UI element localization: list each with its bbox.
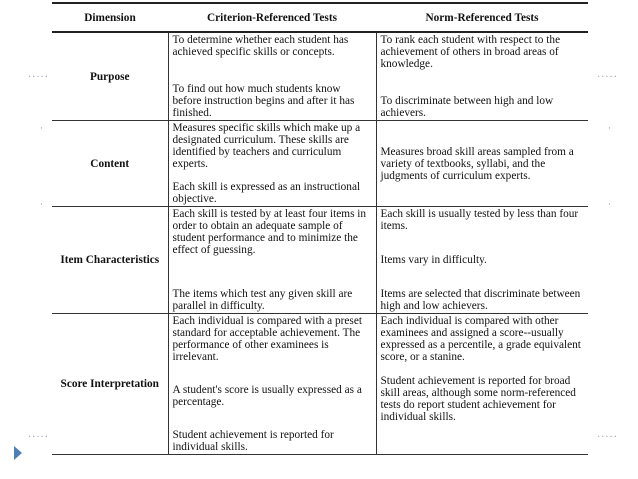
cell-text: Each skill is usually tested by less than four items.	[380, 208, 579, 232]
right-bullet-1: ·	[608, 124, 611, 134]
table-row	[52, 207, 588, 314]
cell-text: Items are selected that discriminate between high and low achievers.	[380, 288, 581, 312]
cell-text: Each individual is compared with a preset standard for acceptable achievement. The performance of other examinees is irrelevant.	[172, 315, 362, 363]
table-row	[52, 121, 588, 207]
cell-text: Each individual is compared with other examinees and assigned a score--usually expressed as a percentile, a grade equivalent score, or a stanine.	[380, 315, 581, 363]
right-dots-bottom: ·····	[597, 432, 618, 443]
left-bullet-1: ·	[40, 124, 43, 134]
cell-text: Measures broad skill areas sampled from a variety of textbooks, syllabi, and the judgments of curriculum experts.	[380, 145, 574, 182]
dimension-score-interpretation: Score Interpretation	[52, 314, 168, 455]
header-row	[52, 3, 588, 32]
cell-text: Each skill is tested by at least four items in order to obtain an adequate sample of student performance and to minimize the effect of guessing.	[172, 208, 367, 256]
norm-cell	[376, 121, 588, 207]
right-bullet-2: ·	[608, 200, 611, 210]
cell-text: Items vary in difficulty.	[380, 254, 487, 266]
triangle-right-icon[interactable]	[14, 446, 22, 460]
cell-text: To discriminate between high and low achievers.	[380, 95, 554, 119]
dimension-purpose: Purpose	[52, 32, 168, 121]
comparison-table	[52, 2, 588, 455]
cell-text: Student achievement is reported for broad skill areas, although some norm-referenced tests do report student achievement for individual skills.	[380, 375, 576, 423]
cell-text: To rank each student with respect to the achievement of others in broad areas of knowledge.	[380, 34, 561, 70]
cell-text: A student's score is usually expressed as a percentage.	[172, 384, 362, 408]
cell-text: Each skill is expressed as an instructional objective.	[172, 181, 361, 205]
criterion-cell	[168, 32, 376, 121]
dimension-content: Content	[52, 121, 168, 207]
criterion-cell	[168, 314, 376, 455]
header-criterion: Criterion-Referenced Tests	[168, 3, 376, 32]
cell-text: To find out how much students know before instruction begins and after it has finished.	[172, 83, 355, 119]
cell-text: The items which test any given skill are parallel in difficulty.	[172, 288, 353, 312]
comparison-table-container	[52, 2, 588, 455]
criterion-cell	[168, 121, 376, 207]
cell-text: Student achievement is reported for individual skills.	[172, 429, 334, 453]
right-dots-top: ·····	[597, 72, 618, 83]
left-dots-bottom: ·····	[28, 432, 49, 443]
norm-cell	[376, 32, 588, 121]
table-row	[52, 32, 588, 121]
norm-cell	[376, 314, 588, 455]
left-dots-top: ·····	[28, 72, 49, 83]
header-dimension: Dimension	[52, 3, 168, 32]
criterion-cell	[168, 207, 376, 314]
header-norm: Norm-Referenced Tests	[376, 3, 588, 32]
cell-text: Measures specific skills which make up a designated curriculum. These skills are identified by teachers and curriculum experts.	[172, 122, 361, 170]
norm-cell	[376, 207, 588, 314]
table-row	[52, 314, 588, 455]
dimension-item-characteristics: Item Characteristics	[52, 207, 168, 314]
cell-text: To determine whether each student has achieved specific skills or concepts.	[172, 34, 349, 58]
left-bullet-2: ·	[40, 200, 43, 210]
